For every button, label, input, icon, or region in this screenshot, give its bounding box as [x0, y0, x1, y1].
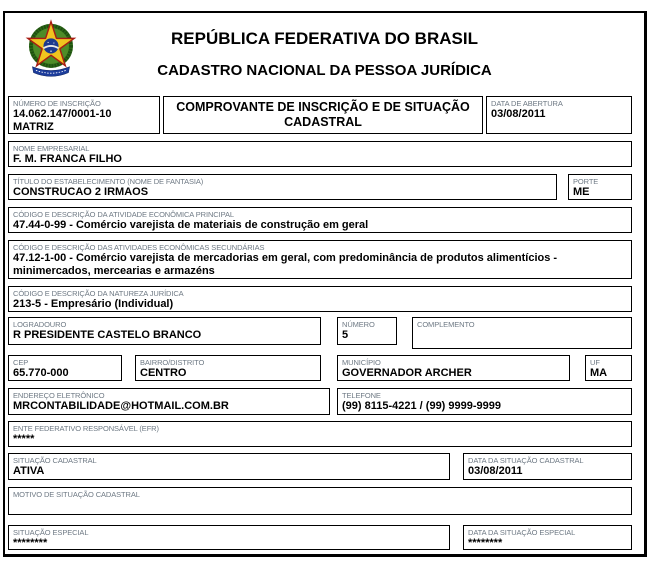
field-label: SITUAÇÃO CADASTRAL	[13, 456, 97, 465]
field-value: 14.062.147/0001-10	[13, 108, 112, 120]
field-label: NÚMERO	[342, 320, 375, 329]
field-value: CENTRO	[140, 367, 187, 379]
field-value: ********	[13, 537, 48, 549]
field-label: SITUAÇÃO ESPECIAL	[13, 528, 89, 537]
field-label: CÓDIGO E DESCRIÇÃO DA NATUREZA JURÍDICA	[13, 289, 184, 298]
field-value: 65.770-000	[13, 367, 69, 379]
field-endereco-eletronico	[8, 388, 330, 415]
document-body	[5, 13, 644, 554]
field-label: TELEFONE	[342, 391, 381, 400]
field-value: 03/08/2011	[468, 465, 523, 477]
field-label: CEP	[13, 358, 29, 367]
field-label: BAIRRO/DISTRITO	[140, 358, 205, 367]
field-value: CONSTRUCAO 2 IRMAOS	[13, 186, 149, 198]
field-motivo-situacao	[8, 487, 632, 515]
field-value: *****	[13, 433, 35, 445]
field-value: R PRESIDENTE CASTELO BRANCO	[13, 329, 202, 341]
field-label: DATA DE ABERTURA	[491, 99, 563, 108]
field-value: 47.12-1-00 - Comércio varejista de mercadorias em geral, com predominância de produtos alimentícios - minimercados, mercearias e armazéns	[13, 252, 558, 277]
field-porte	[568, 174, 632, 200]
field-label: MUNICÍPIO	[342, 358, 381, 367]
header-title-cnpj: CADASTRO NACIONAL DA PESSOA JURÍDICA	[157, 62, 492, 79]
field-efr	[8, 421, 632, 447]
field-logradouro	[8, 317, 321, 345]
certificate-title: COMPROVANTE DE INSCRIÇÃO E DE SITUAÇÃO CADASTRAL	[163, 96, 483, 134]
field-municipio	[337, 355, 570, 381]
field-value: 213-5 - Empresário (Individual)	[13, 298, 174, 310]
field-label: DATA DA SITUAÇÃO CADASTRAL	[468, 456, 584, 465]
field-label: DATA DA SITUAÇÃO ESPECIAL	[468, 528, 576, 537]
field-value: MRCONTABILIDADE@HOTMAIL.COM.BR	[13, 400, 229, 412]
field-telefone	[337, 388, 632, 415]
field-value: (99) 8115-4221 / (99) 9999-9999	[342, 400, 502, 412]
field-value: ********	[468, 537, 503, 549]
field-bairro	[135, 355, 321, 381]
field-titulo-estabelecimento	[8, 174, 557, 200]
field-situacao-especial	[8, 525, 450, 550]
field-cep	[8, 355, 122, 381]
field-label: PORTE	[573, 177, 599, 186]
field-data-situacao-especial	[463, 525, 632, 550]
field-label: NÚMERO DE INSCRIÇÃO	[13, 99, 101, 108]
field-data-abertura	[486, 96, 632, 134]
field-label: CÓDIGO E DESCRIÇÃO DA ATIVIDADE ECONÔMICA PRINCIPAL	[13, 210, 234, 219]
field-complemento	[412, 317, 632, 349]
field-value: MA	[590, 367, 608, 379]
field-data-situacao-cadastral	[463, 453, 632, 480]
field-uf	[585, 355, 632, 381]
field-label: LOGRADOURO	[13, 320, 67, 329]
field-value-matriz: MATRIZ	[13, 120, 54, 133]
field-value: ATIVA	[13, 465, 45, 477]
field-atividade-principal	[8, 207, 632, 233]
field-label: UF	[590, 358, 600, 367]
field-label: MOTIVO DE SITUAÇÃO CADASTRAL	[13, 490, 140, 499]
field-label: COMPLEMENTO	[417, 320, 475, 329]
field-situacao-cadastral	[8, 453, 450, 480]
field-label: TÍTULO DO ESTABELECIMENTO (NOME DE FANTASIA)	[13, 177, 204, 186]
header-title-republic: REPÚBLICA FEDERATIVA DO BRASIL	[171, 29, 478, 48]
field-label: CÓDIGO E DESCRIÇÃO DAS ATIVIDADES ECONÔMICAS SECUNDÁRIAS	[13, 243, 265, 252]
field-value: 03/08/2011	[491, 108, 546, 120]
field-atividades-secundarias	[8, 240, 632, 279]
field-natureza-juridica	[8, 286, 632, 312]
field-label: ENDEREÇO ELETRÔNICO	[13, 391, 105, 400]
cnpj-document	[3, 11, 647, 557]
field-nome-empresarial	[8, 141, 632, 167]
field-label: NOME EMPRESARIAL	[13, 144, 90, 153]
field-value: 47.44-0-99 - Comércio varejista de materiais de construção em geral	[13, 219, 369, 231]
field-value: 5	[342, 329, 349, 341]
field-value: ME	[573, 186, 590, 198]
field-label: ENTE FEDERATIVO RESPONSÁVEL (EFR)	[13, 424, 159, 433]
field-numero-inscricao	[8, 96, 160, 134]
field-value: GOVERNADOR ARCHER	[342, 367, 472, 379]
field-value: F. M. FRANCA FILHO	[13, 153, 122, 165]
field-numero	[337, 317, 397, 345]
